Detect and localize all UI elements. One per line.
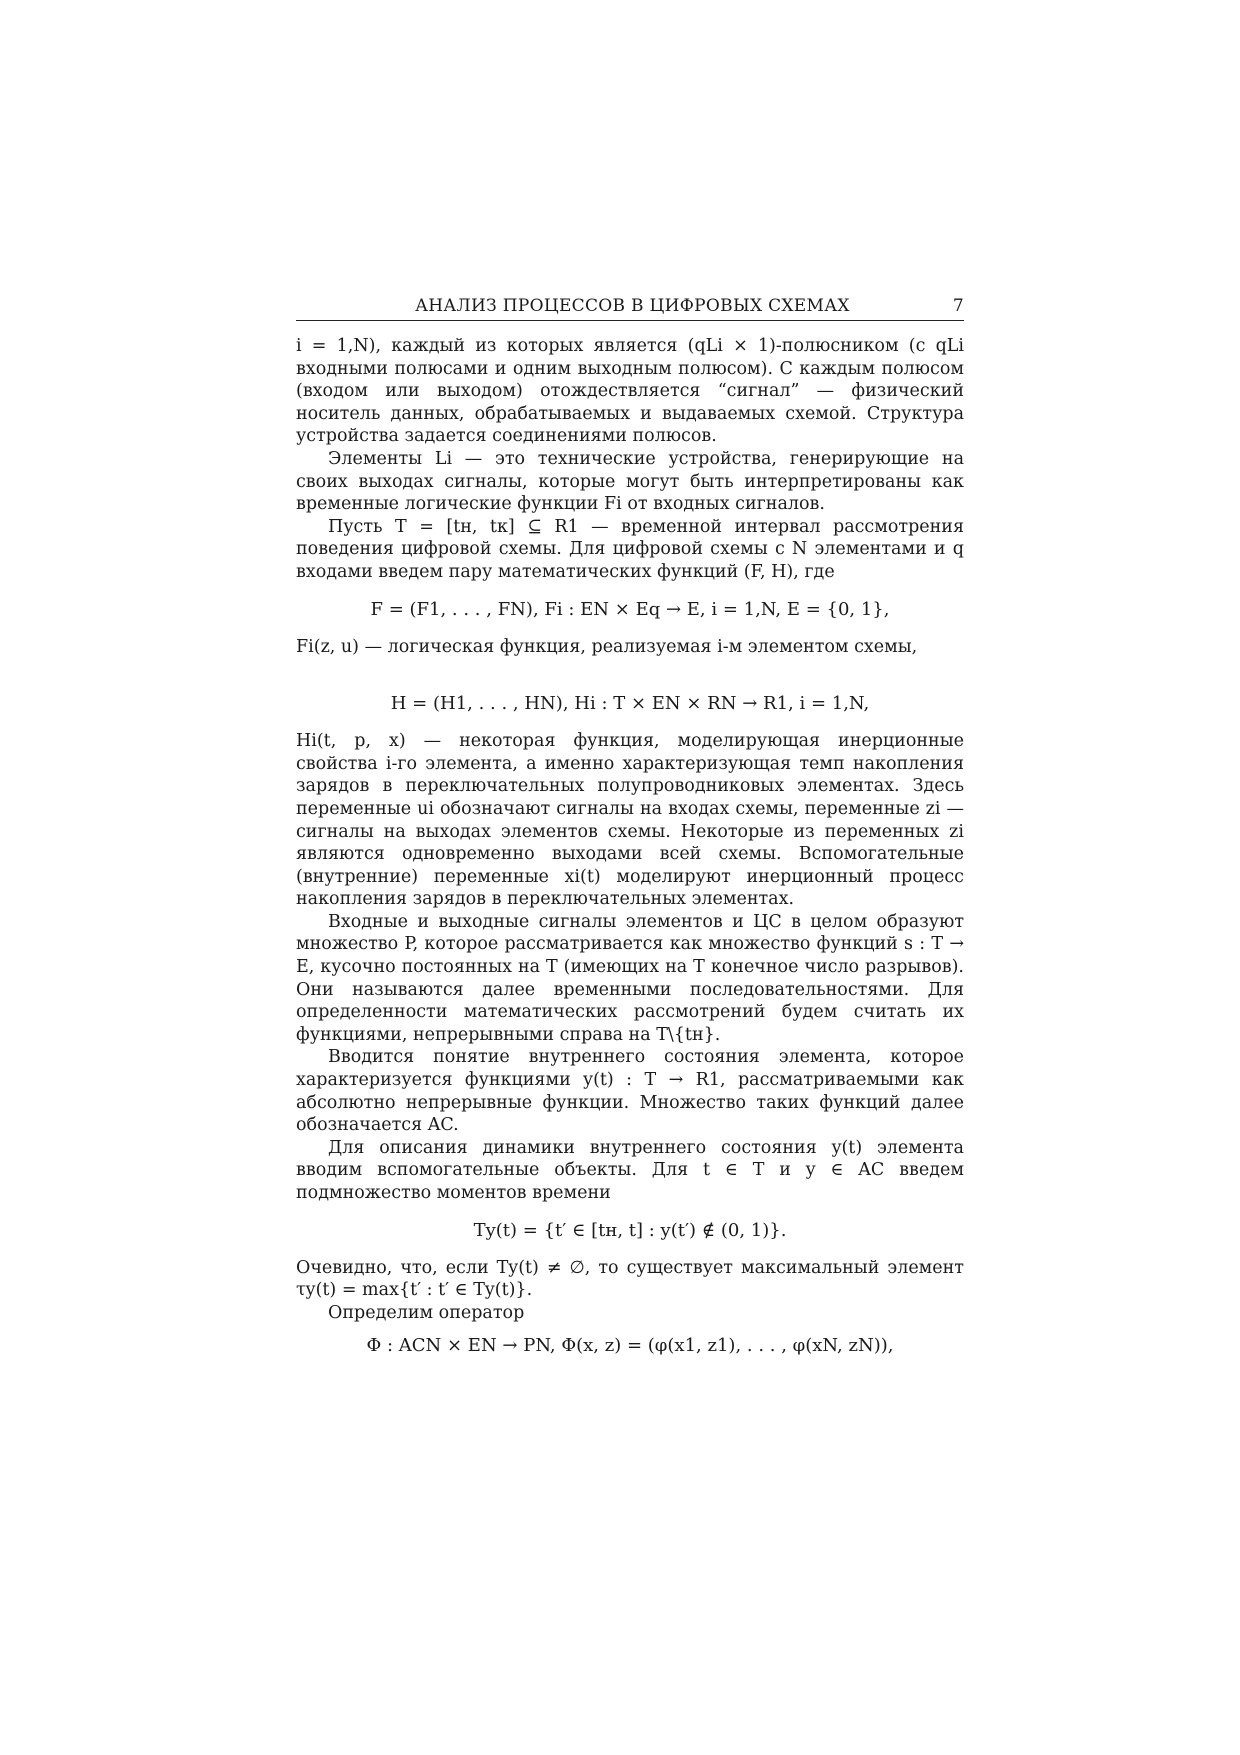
equation-Phi: Φ : ACN × EN → PN, Φ(x, z) = (φ(x1, z1), . . . , φ(xN, zN)), (366, 1335, 894, 1357)
paragraph-10: Определим оператор (328, 1302, 525, 1323)
equation-F: F = (F1, . . . , FN), Fi : EN × Eq → E, i = 1,N, E = {0, 1}, (370, 598, 890, 620)
page (296, 296, 964, 1372)
equation-Ty: Ty(t) = {t′ ∈ [tн, t] : y(t′) ∉ (0, 1)}. (473, 1219, 787, 1241)
equation-H: H = (H1, . . . , HN), Hi : T × EN × RN → R1, i = 1,N, (390, 693, 870, 715)
paragraph-7: Вводится понятие внутреннего состояния элемента, которое характеризуется функциями y(t) : T → R1, рассматриваемыми как абсолютно непрерывные функции. Множество таких функций далее обозначается AC. (296, 1047, 964, 1136)
running-title: АНАЛИЗ ПРОЦЕССОВ В ЦИФРОВЫХ СХЕМАХ (415, 296, 850, 316)
paragraph-9: Очевидно, что, если Ty(t) ≠ ∅, то существует максимальный элемент τy(t) = max{t′ : t′ ∈ Ty(t)}. (296, 1257, 964, 1301)
paragraph-6: Входные и выходные сигналы элементов и ЦС в целом образуют множество P, которое рассматривается как множество функций s : T → E, кусочно постоянных на T (имеющих на T конечное число разрывов). Они называются далее временными последовательностями. Для определенности математических рассмотрений будем считать их функциями, непрерывными справа на T\{tн}. (296, 911, 964, 1045)
paragraph-8: Для описания динамики внутреннего состояния y(t) элемента вводим вспомогательные объекты. Для t ∈ T и y ∈ AC введем подмножество моментов времени (296, 1137, 964, 1203)
paragraph-1: i = 1,N), каждый из которых является (qLi × 1)-полюсником (с qLi входными полюсами и одним выходным полюсом). С каждым полюсом (входом или выходом) отождествляется “сигнал” — физический носитель данных, обрабатываемых и выдаваемых схемой. Структура устройства задается соединениями полюсов. (296, 336, 964, 447)
paragraph-3: Пусть T = [tн, tк] ⊆ R1 — временной интервал рассмотрения поведения цифровой схемы. Для цифровой схемы с N элементами и q входами введем пару математических функций (F, H), где (296, 516, 964, 582)
paragraph-5: Hi(t, p, x) — некоторая функция, моделирующая инерционные свойства i-го элемента, а именно характеризующая темп накопления зарядов в переключательных полупроводниковых элементах. Здесь переменные ui обозначают сигналы на входах схемы, переменные zi — сигналы на выходах элементов схемы. Некоторые из переменных zi являются одновременно выходами всей схемы. Вспомогательные (внутренние) переменные xi(t) моделируют инерционный процесс накопления зарядов в переключательных элементах. (296, 731, 964, 910)
paragraph-4: Fi(z, u) — логическая функция, реализуемая i-м элементом схемы, (296, 636, 918, 657)
running-head (296, 296, 964, 321)
paragraph-2: Элементы Li — это технические устройства, генерирующие на своих выходах сигналы, которые могут быть интерпретированы как временные логические функции Fi от входных сигналов. (296, 448, 964, 515)
page-number: 7 (952, 296, 964, 316)
